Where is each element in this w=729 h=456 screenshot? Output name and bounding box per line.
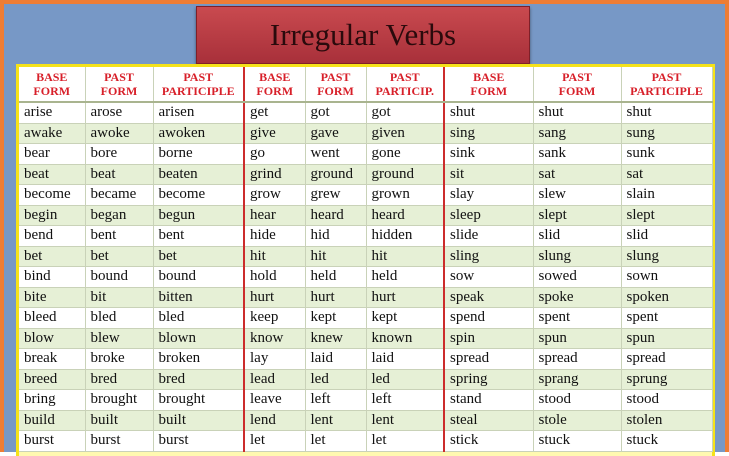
verb-cell: awoke [85, 123, 153, 144]
verb-cell: kept [366, 308, 444, 329]
verb-cell: break [19, 349, 85, 370]
verb-cell: steal [444, 410, 533, 431]
verb-cell: blow [19, 328, 85, 349]
column-header-line: PAST [562, 70, 592, 84]
table-row [19, 102, 712, 123]
column-header-line: BASE [36, 70, 68, 84]
verb-cell: bred [85, 369, 153, 390]
table-row [19, 349, 712, 370]
column-header [85, 67, 153, 102]
verb-cell: grew [305, 185, 366, 206]
verb-cell: went [305, 144, 366, 165]
verb-cell: hit [366, 246, 444, 267]
verb-cell: hurt [244, 287, 305, 308]
verb-cell: gave [305, 123, 366, 144]
verb-cell: hurt [305, 287, 366, 308]
verb-cell: hurt [366, 287, 444, 308]
verb-cell: grown [366, 185, 444, 206]
table-row [19, 246, 712, 267]
verb-cell: stole [533, 410, 621, 431]
verb-cell: breed [19, 369, 85, 390]
table-row [19, 267, 712, 288]
table-row [19, 287, 712, 308]
verb-cell: blown [153, 328, 244, 349]
verb-cell: leave [244, 390, 305, 411]
verb-cell: sprang [533, 369, 621, 390]
verb-cell: stand [444, 390, 533, 411]
verb-cell: bent [85, 226, 153, 247]
verb-cell: awoken [153, 123, 244, 144]
verb-cell: lent [305, 410, 366, 431]
column-header [366, 67, 444, 102]
verb-cell: keep [244, 308, 305, 329]
verb-cell: hold [244, 267, 305, 288]
verb-cell: brought [85, 390, 153, 411]
verb-cell: laid [305, 349, 366, 370]
verb-cell: sank [533, 144, 621, 165]
verb-cell: sown [621, 267, 712, 288]
verbs-table-container [16, 64, 715, 456]
verb-cell: bind [19, 267, 85, 288]
verb-cell: bear [19, 144, 85, 165]
verb-cell: sit [444, 164, 533, 185]
table-body [19, 102, 712, 451]
verb-cell: grow [244, 185, 305, 206]
verb-cell: slide [444, 226, 533, 247]
verb-cell: kept [305, 308, 366, 329]
verb-cell: slung [621, 246, 712, 267]
verb-cell: ground [305, 164, 366, 185]
verb-cell: stood [621, 390, 712, 411]
verb-cell: speak [444, 287, 533, 308]
verb-cell: stood [533, 390, 621, 411]
verb-cell: bound [153, 267, 244, 288]
table-row [19, 164, 712, 185]
verb-cell: bend [19, 226, 85, 247]
verb-cell: hit [305, 246, 366, 267]
column-header-line: PAST [183, 70, 214, 84]
verb-cell: lay [244, 349, 305, 370]
verb-cell: heard [305, 205, 366, 226]
verb-cell: sling [444, 246, 533, 267]
column-header [244, 67, 305, 102]
column-header [621, 67, 712, 102]
verb-cell: bet [85, 246, 153, 267]
verb-cell: bring [19, 390, 85, 411]
verb-cell: beat [85, 164, 153, 185]
page-title: Irregular Verbs [269, 17, 457, 52]
verb-cell: bit [85, 287, 153, 308]
verb-cell: brought [153, 390, 244, 411]
verb-cell: held [366, 267, 444, 288]
verb-cell: led [366, 369, 444, 390]
verb-cell: become [19, 185, 85, 206]
column-header-line: FORM [33, 84, 71, 98]
verb-cell: know [244, 328, 305, 349]
verb-cell: hit [244, 246, 305, 267]
column-header-line: PARTICIP. [375, 84, 435, 98]
table-row [19, 226, 712, 247]
table-row [19, 431, 712, 452]
verb-cell: sow [444, 267, 533, 288]
verb-cell: held [305, 267, 366, 288]
verb-cell: broken [153, 349, 244, 370]
verb-cell: let [366, 431, 444, 452]
column-header-line: PAST [651, 70, 682, 84]
verb-cell: spent [533, 308, 621, 329]
column-header-line: FORM [470, 84, 508, 98]
column-header-line: FORM [256, 84, 294, 98]
verb-cell: heard [366, 205, 444, 226]
verb-cell: sink [444, 144, 533, 165]
verb-cell: borne [153, 144, 244, 165]
verb-cell: stuck [533, 431, 621, 452]
verb-cell: hear [244, 205, 305, 226]
verb-cell: sleep [444, 205, 533, 226]
verb-cell: bled [153, 308, 244, 329]
verb-cell: become [153, 185, 244, 206]
verb-cell: began [85, 205, 153, 226]
verb-cell: let [244, 431, 305, 452]
verb-cell: left [305, 390, 366, 411]
verb-cell: bound [85, 267, 153, 288]
verb-cell: slay [444, 185, 533, 206]
column-header-line: BASE [259, 70, 291, 84]
verb-cell: burst [19, 431, 85, 452]
verb-cell: sat [533, 164, 621, 185]
table-row [19, 410, 712, 431]
verb-cell: sunk [621, 144, 712, 165]
verb-cell: arise [19, 102, 85, 123]
verb-cell: spun [533, 328, 621, 349]
column-header-line: PAST [389, 70, 420, 84]
verb-cell: knew [305, 328, 366, 349]
column-header-line: PAST [104, 70, 134, 84]
verb-cell: spread [621, 349, 712, 370]
verb-cell: sowed [533, 267, 621, 288]
verb-cell: lead [244, 369, 305, 390]
column-header-line: FORM [100, 84, 138, 98]
verb-cell: begun [153, 205, 244, 226]
verb-cell: beat [19, 164, 85, 185]
verb-cell: bred [153, 369, 244, 390]
column-header-line: BASE [473, 70, 505, 84]
verb-cell: left [366, 390, 444, 411]
verb-cell: begin [19, 205, 85, 226]
verb-cell: spread [444, 349, 533, 370]
verb-cell: sing [444, 123, 533, 144]
table-row [19, 205, 712, 226]
verb-cell: slept [533, 205, 621, 226]
verb-cell: spin [444, 328, 533, 349]
verb-cell: spun [621, 328, 712, 349]
verb-cell: beaten [153, 164, 244, 185]
irregular-verbs-table [19, 67, 713, 452]
verb-cell: spent [621, 308, 712, 329]
verb-cell: lent [366, 410, 444, 431]
verb-cell: bet [153, 246, 244, 267]
verb-cell: known [366, 328, 444, 349]
verb-cell: bent [153, 226, 244, 247]
verb-cell: laid [366, 349, 444, 370]
verb-cell: get [244, 102, 305, 123]
verb-cell: sprung [621, 369, 712, 390]
column-header [19, 67, 85, 102]
table-row [19, 328, 712, 349]
verb-cell: sat [621, 164, 712, 185]
verb-cell: bore [85, 144, 153, 165]
verb-cell: gone [366, 144, 444, 165]
verb-cell: ground [366, 164, 444, 185]
verb-cell: spoke [533, 287, 621, 308]
verb-cell: slew [533, 185, 621, 206]
verb-cell: bleed [19, 308, 85, 329]
verb-cell: led [305, 369, 366, 390]
column-header [533, 67, 621, 102]
column-header-line: PARTICIPLE [630, 84, 703, 98]
header-row [19, 67, 712, 102]
table-row [19, 185, 712, 206]
verb-cell: slung [533, 246, 621, 267]
verb-cell: stolen [621, 410, 712, 431]
table-row [19, 308, 712, 329]
verb-cell: awake [19, 123, 85, 144]
verb-cell: sung [621, 123, 712, 144]
verb-cell: bitten [153, 287, 244, 308]
verb-cell: built [85, 410, 153, 431]
verb-cell: built [153, 410, 244, 431]
verb-cell: shut [533, 102, 621, 123]
column-header [444, 67, 533, 102]
verb-cell: got [305, 102, 366, 123]
verb-cell: slid [621, 226, 712, 247]
table-row [19, 123, 712, 144]
verb-cell: arisen [153, 102, 244, 123]
verb-cell: burst [85, 431, 153, 452]
verb-cell: spread [533, 349, 621, 370]
verb-cell: spring [444, 369, 533, 390]
table-row [19, 369, 712, 390]
verb-cell: bled [85, 308, 153, 329]
verb-cell: give [244, 123, 305, 144]
verb-cell: broke [85, 349, 153, 370]
verb-cell: got [366, 102, 444, 123]
verb-cell: became [85, 185, 153, 206]
verb-cell: stuck [621, 431, 712, 452]
verb-cell: hide [244, 226, 305, 247]
verb-cell: given [366, 123, 444, 144]
verb-cell: let [305, 431, 366, 452]
verb-cell: burst [153, 431, 244, 452]
verb-cell: grind [244, 164, 305, 185]
verb-cell: bet [19, 246, 85, 267]
verb-cell: slept [621, 205, 712, 226]
verb-cell: spend [444, 308, 533, 329]
verb-cell: build [19, 410, 85, 431]
verb-cell: sang [533, 123, 621, 144]
verb-cell: hidden [366, 226, 444, 247]
table-row [19, 390, 712, 411]
column-header [153, 67, 244, 102]
title-banner [196, 6, 530, 64]
verb-cell: blew [85, 328, 153, 349]
verb-cell: shut [444, 102, 533, 123]
verb-cell: lend [244, 410, 305, 431]
table-row [19, 144, 712, 165]
verb-cell: slid [533, 226, 621, 247]
column-header-line: PAST [320, 70, 351, 84]
verb-cell: shut [621, 102, 712, 123]
verb-cell: go [244, 144, 305, 165]
verb-cell: hid [305, 226, 366, 247]
verb-cell: arose [85, 102, 153, 123]
verb-cell: bite [19, 287, 85, 308]
column-header [305, 67, 366, 102]
column-header-line: PARTICIPLE [161, 84, 235, 98]
column-header-line: FORM [558, 84, 596, 98]
verb-cell: spoken [621, 287, 712, 308]
column-header-line: FORM [317, 84, 354, 98]
verb-cell: stick [444, 431, 533, 452]
verb-cell: slain [621, 185, 712, 206]
